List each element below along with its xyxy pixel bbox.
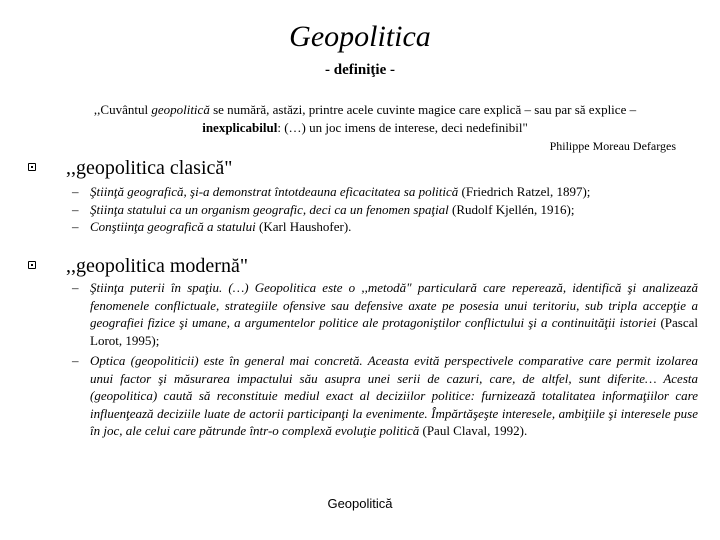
item-italic-text: Conştiinţa geografică a statului — [90, 219, 256, 234]
item-citation: (Pascal Lorot, 1995); — [90, 315, 698, 348]
square-bullet-icon — [28, 261, 36, 269]
item-italic-text: Optica (geopoliticii) este în general mai concretă. Aceasta evită perspectivele comparative care permit izolarea unui factor şi măsurarea impactului său asupra unei serii de cazuri, care, de altfel, sunt diferite… Acesta (geopolitica) caută să reconstituie mediul exact al deciziilor politice: furnizează totalitatea informaţiilor care influenţează deciziile luate de actorii participanţi la evenimente. Împărtăşeşte interesele, ambiţiile şi interesele puse în joc, ale celui care pătrunde într-o complexă evoluţie politică — [90, 353, 698, 438]
list-item — [72, 352, 698, 440]
section-title: ,,geopolitica modernă" — [66, 255, 248, 277]
dash-bullet-icon: – — [72, 201, 79, 217]
item-italic-text: Ştiinţă geografică, şi-a demonstrat întotdeauna eficacitatea sa politică — [90, 184, 459, 199]
list-item — [72, 183, 698, 201]
section-classic-list — [72, 183, 698, 236]
dash-bullet-icon: – — [72, 280, 79, 295]
slide-title: Geopolitica — [289, 20, 431, 53]
slide-footer: Geopolitică — [327, 496, 393, 511]
item-citation: (Karl Haushofer). — [255, 219, 352, 234]
section-modern-list — [72, 279, 698, 440]
quote-text-3: : (…) un joc imens de interese, deci nedefinibil" — [277, 120, 528, 135]
dash-bullet-icon: – — [72, 353, 79, 368]
section-title: ,,geopolitica clasică" — [66, 157, 233, 179]
quote-text-2: se numără, astăzi, printre acele cuvinte magice care explică – sau par să explice – — [209, 102, 637, 117]
item-citation: (Rudolf Kjellén, 1916); — [448, 201, 575, 217]
item-citation: (Friedrich Ratzel, 1897); — [458, 184, 591, 199]
quote-highlight: inexplicabilul — [202, 120, 278, 135]
quote-text-1: ,,Cuvântul — [93, 102, 152, 117]
slide-subtitle: - definiţie - — [325, 62, 395, 78]
item-citation: (Paul Claval, 1992). — [419, 423, 528, 438]
dash-bullet-icon: – — [72, 219, 79, 234]
dash-bullet-icon: – — [72, 184, 79, 199]
list-item — [72, 201, 698, 219]
square-bullet-icon — [28, 163, 36, 171]
definition-quote — [60, 101, 670, 137]
quote-term: geopolitică — [151, 102, 210, 117]
item-italic-text: Ştiinţa statului ca un organism geografic, deci ca un fenomen spaţial — [90, 201, 449, 217]
item-italic-text: Ştiinţa puterii în spaţiu. (…) Geopolitica este o ,,metodă" particulară care reperează, identifică şi analizează fenomenele conflictuale, strategiile ofensive sau defensive axate pe posesia unui teritoriu, sub tripla accepţie a geografiei fizice şi umane, a argumentelor politice ale protagoniştilor conflictului şi a continuităţii istoriei — [90, 280, 698, 330]
list-item — [72, 279, 698, 349]
list-item — [72, 218, 698, 236]
quote-author: Philippe Moreau Defarges — [549, 139, 676, 153]
